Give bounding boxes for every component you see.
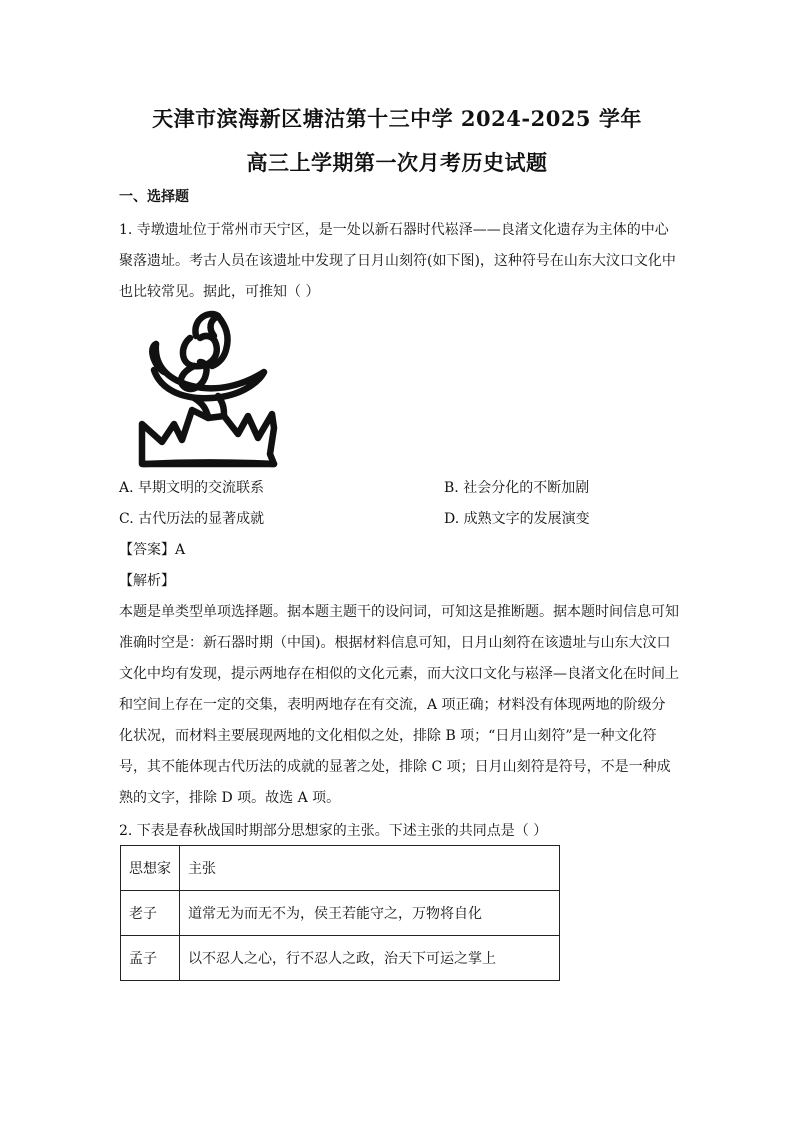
table-header-cell: 思想家 [121,846,180,891]
question-1-stem: 1. 寺墩遗址位于常州市天宁区，是一处以新石器时代崧泽——良渚文化遗存为主体的中心聚落遗址。考古人员在该遗址中发现了日月山刻符(如下图)，这种符号在山东大汶口文化中也比较常见。据此，可推知（ ） [119,222,676,300]
thinkers-table [120,845,560,981]
table-header-cell: 主张 [180,846,560,891]
table-cell: 道常无为而无不为，侯王若能守之，万物将自化 [180,891,560,936]
table-header-row [121,846,560,891]
table-cell: 以不忍人之心，行不忍人之政，治天下可运之掌上 [180,936,560,981]
table-cell: 老子 [121,891,180,936]
question-1-option-b[interactable]: B. 社会分化的不断加剧 [444,480,590,496]
question-1-option-d[interactable]: D. 成熟文字的发展演变 [444,511,590,527]
table-row [121,936,560,981]
table-cell: 孟子 [121,936,180,981]
question-1-option-c[interactable]: C. 古代历法的显著成就 [119,511,265,527]
sun-moon-mountain-glyph-icon [134,306,290,472]
page-title-line1: 天津市滨海新区塘沽第十三中学 2024-2025 学年 [152,106,642,131]
question-1-analysis: 本题是单类型单项选择题。据本题主题干的设问词，可知这是推断题。据本题时间信息可知准确时空是：新石器时期（中国)。根据材料信息可知，日月山刻符在该遗址与山东大汶口文化中均有发现，提示两地存在相似的文化元素，而大汶口文化与崧泽—良渚文化在时间上和空间上存在一定的交集，表明两地存在有交流，A 项正确；材料没有体现两地的阶级分化状况，而材料主要展现两地的文化相似之处，排除 B 项；“日月山刻符”是一种文化符号，其不能体现古代历法的成就的显著之处，排除 C 项；日月山刻符是符号，不是一种成熟的文字，排除 D 项。故选 A 项。 [119,604,679,806]
question-1-answer: 【答案】A [119,542,186,558]
question-1-analysis-label: 【解析】 [119,573,175,589]
question-2-stem: 2. 下表是春秋战国时期部分思想家的主张。下述主张的共同点是（ ） [119,823,548,839]
page-title-line2: 高三上学期第一次月考历史试题 [246,150,548,175]
question-1-option-a[interactable]: A. 早期文明的交流联系 [119,480,265,496]
table-row [121,891,560,936]
section-heading: 一、选择题 [119,189,189,205]
